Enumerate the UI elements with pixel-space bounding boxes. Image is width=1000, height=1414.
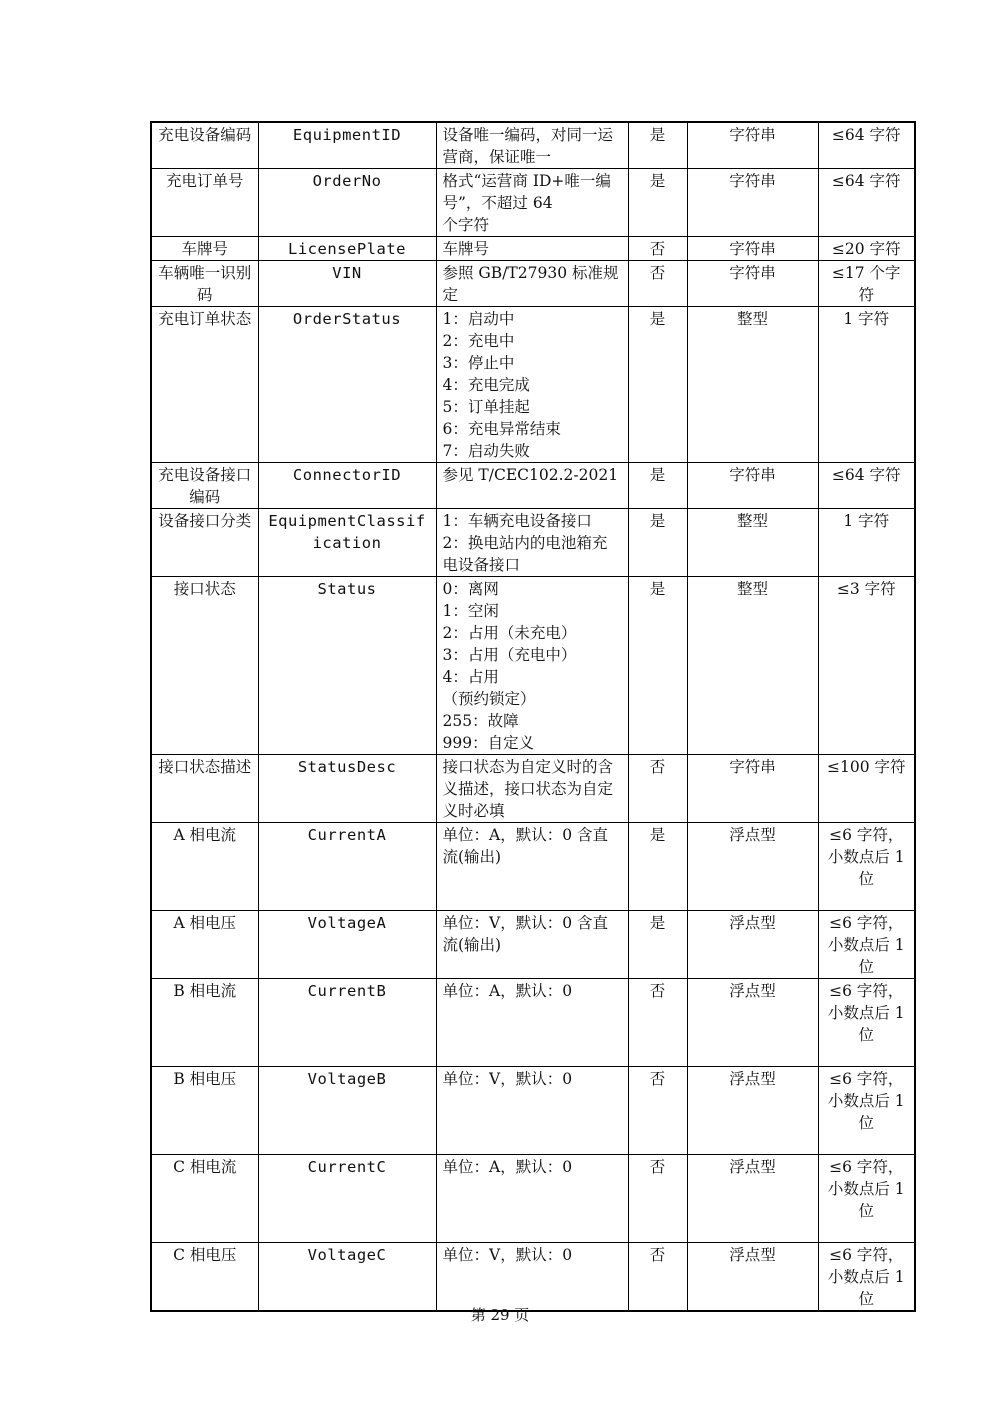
data-type-cell: 字符串	[687, 237, 818, 261]
description-line: 个字符	[442, 216, 490, 234]
data-type-cell: 字符串	[687, 122, 818, 169]
field-description-cell	[436, 463, 628, 509]
length-cell: ≤6 字符，小数点后 1 位	[818, 1067, 915, 1155]
field-description-cell	[436, 1243, 628, 1312]
field-description-cell	[436, 307, 628, 463]
field-name-cell: 充电订单状态	[151, 307, 258, 463]
description-line: 3：占用（充电中）	[442, 646, 577, 664]
field-code-cell: CurrentB	[258, 979, 436, 1067]
description-line: 4：占用	[442, 668, 499, 686]
description-line: 2：充电中	[442, 332, 515, 350]
length-cell: ≤6 字符，小数点后 1 位	[818, 1155, 915, 1243]
required-cell: 否	[628, 237, 687, 261]
table-row	[151, 307, 915, 463]
length-cell: ≤6 字符，小数点后 1 位	[818, 911, 915, 979]
field-description-cell	[436, 261, 628, 307]
field-code-cell: VIN	[258, 261, 436, 307]
description-line: 0：离网	[442, 580, 499, 598]
data-type-cell: 浮点型	[687, 1155, 818, 1243]
table-row	[151, 755, 915, 823]
field-code-cell: ConnectorID	[258, 463, 436, 509]
description-line: 999：自定义	[442, 734, 535, 752]
data-type-cell: 浮点型	[687, 1067, 818, 1155]
table-row	[151, 122, 915, 169]
required-cell: 否	[628, 1243, 687, 1312]
description-line: 1：启动中	[442, 310, 515, 328]
description-line: 6：充电异常结束	[442, 420, 561, 438]
length-cell: ≤100 字符	[818, 755, 915, 823]
data-type-cell: 字符串	[687, 463, 818, 509]
required-cell: 是	[628, 169, 687, 237]
table-body	[151, 122, 915, 1311]
table-row	[151, 1155, 915, 1243]
table-row	[151, 237, 915, 261]
field-name-cell: A 相电流	[151, 823, 258, 911]
description-line: 2：换电站内的电池箱充电设备接口	[442, 534, 608, 574]
required-cell: 是	[628, 463, 687, 509]
description-line: 车牌号	[442, 240, 490, 258]
required-cell: 否	[628, 261, 687, 307]
table-row	[151, 509, 915, 577]
description-line: 参见 T/CEC102.2-2021	[442, 466, 619, 484]
description-line: 设备唯一编码，对同一运营商，保证唯一	[442, 126, 614, 166]
description-line: 2：占用（未充电）	[442, 624, 577, 642]
description-line: 格式“运营商 ID+唯一编号”，不超过 64	[442, 172, 611, 212]
table-row	[151, 911, 915, 979]
length-cell: ≤6 字符，小数点后 1 位	[818, 823, 915, 911]
data-type-cell: 整型	[687, 307, 818, 463]
description-line: 单位：A，默认：0 含直流(输出)	[442, 826, 608, 866]
table-row	[151, 577, 915, 755]
field-name-cell: 充电订单号	[151, 169, 258, 237]
field-code-cell: EquipmentClassification	[258, 509, 436, 577]
field-description-cell	[436, 823, 628, 911]
length-cell: ≤3 字符	[818, 577, 915, 755]
field-description-cell	[436, 577, 628, 755]
table-row	[151, 463, 915, 509]
field-description-cell	[436, 911, 628, 979]
data-type-cell: 字符串	[687, 755, 818, 823]
description-line: 1：车辆充电设备接口	[442, 512, 592, 530]
required-cell: 否	[628, 755, 687, 823]
required-cell: 是	[628, 577, 687, 755]
field-code-cell: OrderNo	[258, 169, 436, 237]
data-type-cell: 字符串	[687, 169, 818, 237]
field-name-cell: C 相电流	[151, 1155, 258, 1243]
required-cell: 否	[628, 1155, 687, 1243]
field-code-cell: CurrentA	[258, 823, 436, 911]
length-cell: ≤6 字符，小数点后 1 位	[818, 979, 915, 1067]
required-cell: 是	[628, 911, 687, 979]
field-code-cell: EquipmentID	[258, 122, 436, 169]
table-row	[151, 979, 915, 1067]
description-line: 4：充电完成	[442, 376, 530, 394]
field-description-cell	[436, 237, 628, 261]
data-type-cell: 浮点型	[687, 823, 818, 911]
field-name-cell: 车牌号	[151, 237, 258, 261]
length-cell: 1 字符	[818, 307, 915, 463]
field-name-cell: A 相电压	[151, 911, 258, 979]
length-cell: ≤6 字符，小数点后 1 位	[818, 1243, 915, 1312]
required-cell: 是	[628, 122, 687, 169]
field-name-cell: B 相电压	[151, 1067, 258, 1155]
data-type-cell: 整型	[687, 577, 818, 755]
table-row	[151, 1067, 915, 1155]
field-name-cell: 车辆唯一识别码	[151, 261, 258, 307]
field-description-cell	[436, 979, 628, 1067]
field-definition-table	[150, 121, 916, 1312]
length-cell: ≤20 字符	[818, 237, 915, 261]
field-code-cell: VoltageC	[258, 1243, 436, 1312]
field-code-cell: VoltageA	[258, 911, 436, 979]
field-name-cell: 充电设备接口编码	[151, 463, 258, 509]
table-row	[151, 261, 915, 307]
data-type-cell: 整型	[687, 509, 818, 577]
description-line: 接口状态为自定义时的含义描述，接口状态为自定义时必填	[442, 758, 614, 820]
field-name-cell: B 相电流	[151, 979, 258, 1067]
length-cell: ≤17 个字符	[818, 261, 915, 307]
data-type-cell: 浮点型	[687, 911, 818, 979]
data-type-cell: 字符串	[687, 261, 818, 307]
field-name-cell: C 相电压	[151, 1243, 258, 1312]
field-code-cell: CurrentC	[258, 1155, 436, 1243]
description-line: 255：故障	[442, 712, 519, 730]
description-line: 单位：V，默认：0	[442, 1246, 573, 1264]
field-description-cell	[436, 1155, 628, 1243]
field-description-cell	[436, 755, 628, 823]
length-cell: ≤64 字符	[818, 463, 915, 509]
length-cell: 1 字符	[818, 509, 915, 577]
field-name-cell: 充电设备编码	[151, 122, 258, 169]
length-cell: ≤64 字符	[818, 169, 915, 237]
field-name-cell: 接口状态描述	[151, 755, 258, 823]
field-name-cell: 设备接口分类	[151, 509, 258, 577]
table-row	[151, 823, 915, 911]
field-name-cell: 接口状态	[151, 577, 258, 755]
description-line: 5：订单挂起	[442, 398, 530, 416]
required-cell: 否	[628, 979, 687, 1067]
data-type-cell: 浮点型	[687, 1243, 818, 1312]
field-description-cell	[436, 169, 628, 237]
data-type-cell: 浮点型	[687, 979, 818, 1067]
description-line: 1：空闲	[442, 602, 499, 620]
field-code-cell: VoltageB	[258, 1067, 436, 1155]
table-row	[151, 169, 915, 237]
table-row	[151, 1243, 915, 1312]
description-line: 单位：V，默认：0	[442, 1070, 573, 1088]
required-cell: 是	[628, 823, 687, 911]
field-code-cell: StatusDesc	[258, 755, 436, 823]
description-line: 3：停止中	[442, 354, 515, 372]
description-line: 单位：A，默认：0	[442, 982, 573, 1000]
description-line: （预约锁定）	[442, 690, 536, 708]
required-cell: 否	[628, 1067, 687, 1155]
description-line: 单位：V，默认：0 含直流(输出)	[442, 914, 608, 954]
page-number: 第 29 页	[470, 1306, 530, 1324]
length-cell: ≤64 字符	[818, 122, 915, 169]
field-description-cell	[436, 122, 628, 169]
description-line: 7：启动失败	[442, 442, 530, 460]
description-line: 单位：A，默认：0	[442, 1158, 573, 1176]
field-code-cell: LicensePlate	[258, 237, 436, 261]
required-cell: 是	[628, 307, 687, 463]
field-description-cell	[436, 1067, 628, 1155]
field-code-cell: OrderStatus	[258, 307, 436, 463]
field-description-cell	[436, 509, 628, 577]
required-cell: 是	[628, 509, 687, 577]
description-line: 参照 GB/T27930 标准规定	[442, 264, 619, 304]
field-code-cell: Status	[258, 577, 436, 755]
